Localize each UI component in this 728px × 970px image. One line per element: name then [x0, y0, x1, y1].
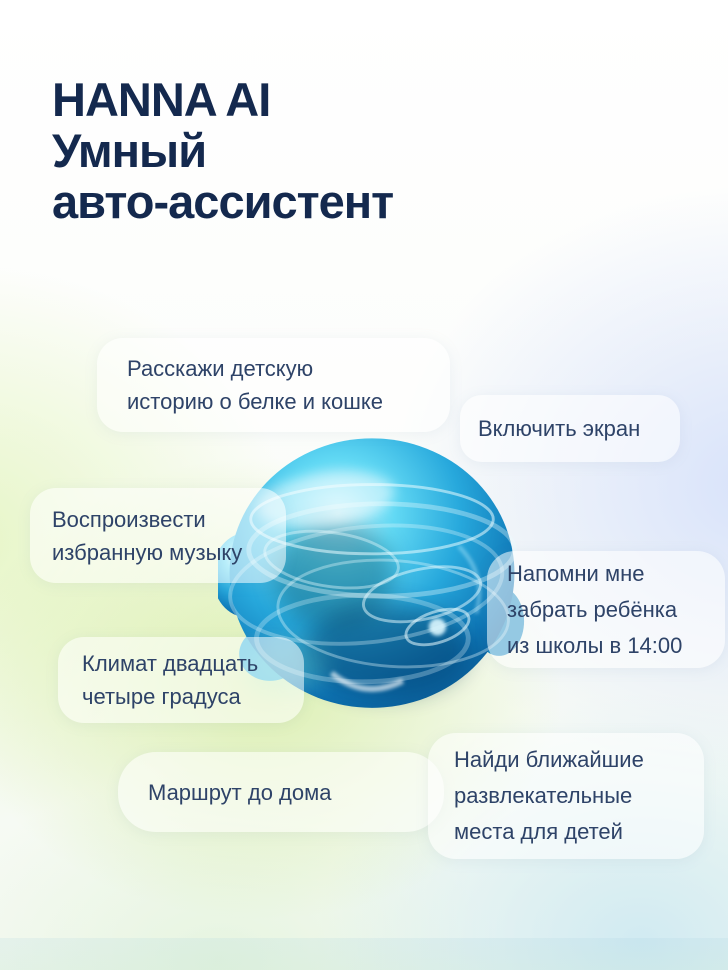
suggestion-text: избранную музыку [52, 539, 243, 565]
suggestion-bubble-screen-on [460, 395, 680, 462]
suggestion-text: Найди ближайшие [454, 747, 644, 772]
suggestion-text: Напомни мне [507, 560, 645, 586]
suggestion-text: места для детей [454, 819, 623, 844]
suggestion-bubble-reminder [487, 551, 725, 668]
suggestion-text: из школы в 14:00 [507, 632, 683, 658]
brand-name: HANNA AI [52, 73, 271, 126]
suggestion-text: Включить экран [478, 416, 641, 441]
suggestion-text: забрать ребёнка [507, 596, 678, 622]
suggestion-text: Маршрут до дома [148, 779, 332, 805]
subtitle-line-1: Умный [52, 124, 207, 177]
suggestion-text: Климат двадцать [82, 651, 259, 676]
suggestion-text: развлекательные [454, 783, 633, 808]
suggestion-bubble-places [428, 733, 704, 859]
suggestion-bubble-music [30, 488, 286, 583]
suggestion-bubble-climate [58, 637, 304, 723]
suggestion-text: Воспроизвести [52, 506, 206, 532]
page-title [52, 74, 393, 227]
suggestion-bubble-story [97, 338, 450, 432]
subtitle-line-2: авто-ассистент [52, 175, 394, 228]
suggestion-text: историю о белке и кошке [127, 389, 384, 414]
suggestion-text: Расскажи детскую [127, 356, 314, 381]
suggestion-text: четыре градуса [82, 684, 241, 709]
suggestion-bubble-route [118, 752, 444, 832]
bottom-gradient-band [0, 938, 728, 970]
